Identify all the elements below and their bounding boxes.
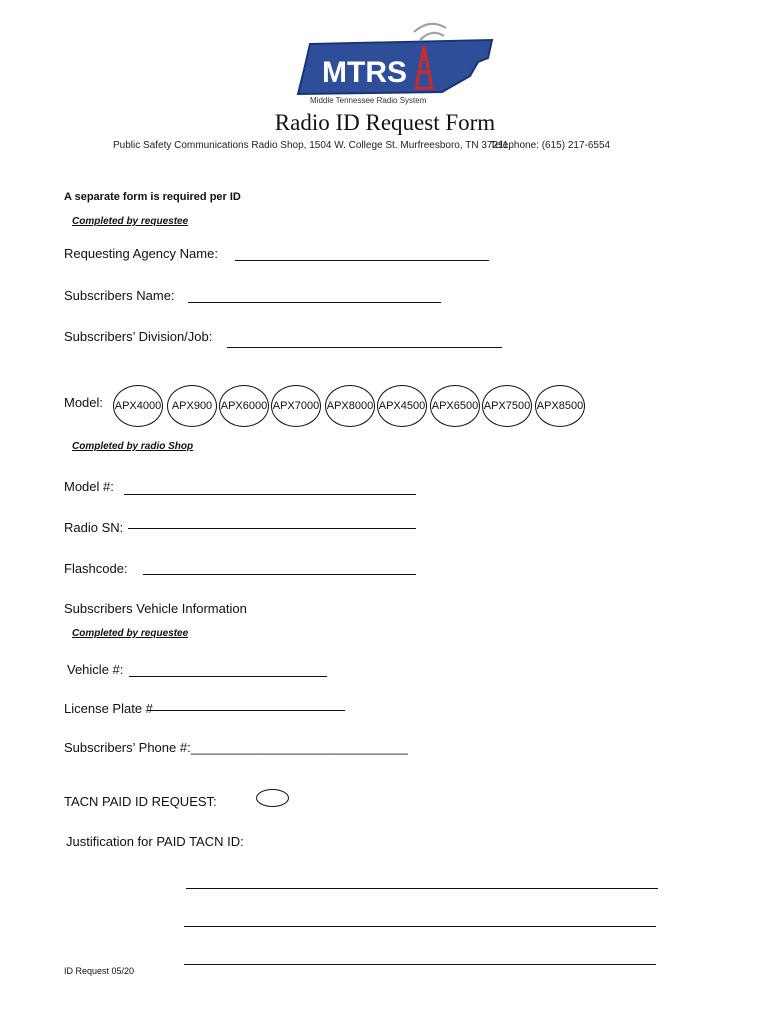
agency-label: Requesting Agency Name: <box>64 246 218 261</box>
mtrs-logo <box>292 14 498 106</box>
license-plate-label: License Plate # <box>64 701 153 716</box>
model-option-apx900[interactable]: APX900 <box>167 385 217 427</box>
license-plate-field[interactable] <box>148 710 345 711</box>
section-shop-label: Completed by radio Shop <box>72 441 194 452</box>
section-requestee-label: Completed by requestee <box>72 216 189 227</box>
flashcode-label: Flashcode: <box>64 561 128 576</box>
model-option-apx8500[interactable]: APX8500 <box>535 385 585 427</box>
flashcode-field[interactable] <box>143 574 416 575</box>
agency-field[interactable] <box>235 260 489 261</box>
tacn-label: TACN PAID ID REQUEST: <box>64 794 217 809</box>
phone-label: Subscribers’ Phone #: <box>64 740 191 755</box>
justification-line-2[interactable] <box>184 926 656 927</box>
model-label: Model: <box>64 395 104 410</box>
subscriber-name-label: Subscribers Name: <box>64 288 175 303</box>
radio-sn-label: Radio SN: <box>64 520 124 535</box>
radio-sn-field[interactable] <box>128 528 416 529</box>
vehicle-heading: Subscribers Vehicle Information <box>64 601 247 616</box>
address-text: Public Safety Communications Radio Shop, 1504 W. College St. Murfreesboro, TN 37211 <box>113 140 509 151</box>
vehicle-number-field[interactable] <box>129 676 327 677</box>
model-option-apx6000[interactable]: APX6000 <box>219 385 269 427</box>
model-option-apx4000[interactable]: APX4000 <box>113 385 163 427</box>
model-option-apx7000[interactable]: APX7000 <box>271 385 321 427</box>
subscriber-name-field[interactable] <box>188 302 441 303</box>
separate-form-note: A separate form is required per ID <box>64 191 241 203</box>
model-option-apx4500[interactable]: APX4500 <box>377 385 427 427</box>
model-option-apx6500[interactable]: APX6500 <box>430 385 480 427</box>
division-label: Subscribers’ Division/Job: <box>64 329 213 344</box>
model-number-label: Model #: <box>64 479 114 494</box>
model-number-field[interactable] <box>124 494 416 495</box>
section-requestee-label-2: Completed by requestee <box>72 628 189 639</box>
division-field[interactable] <box>227 347 502 348</box>
phone-field[interactable]: ______________________________ <box>191 740 408 755</box>
logo-subtitle: Middle Tennessee Radio System <box>310 96 427 105</box>
logo-brand-text: MTRS <box>322 56 407 89</box>
telephone-text: Telephone: (615) 217-6554 <box>490 140 611 151</box>
tacn-paid-checkbox[interactable] <box>256 789 289 807</box>
justification-line-1[interactable] <box>186 888 658 889</box>
justification-label: Justification for PAID TACN ID: <box>66 834 244 849</box>
justification-line-3[interactable] <box>184 964 656 965</box>
page-title: Radio ID Request Form <box>274 110 496 135</box>
vehicle-number-label: Vehicle #: <box>67 662 124 677</box>
footer-version: ID Request 05/20 <box>64 966 135 976</box>
model-option-apx7500[interactable]: APX7500 <box>482 385 532 427</box>
model-option-apx8000[interactable]: APX8000 <box>325 385 375 427</box>
